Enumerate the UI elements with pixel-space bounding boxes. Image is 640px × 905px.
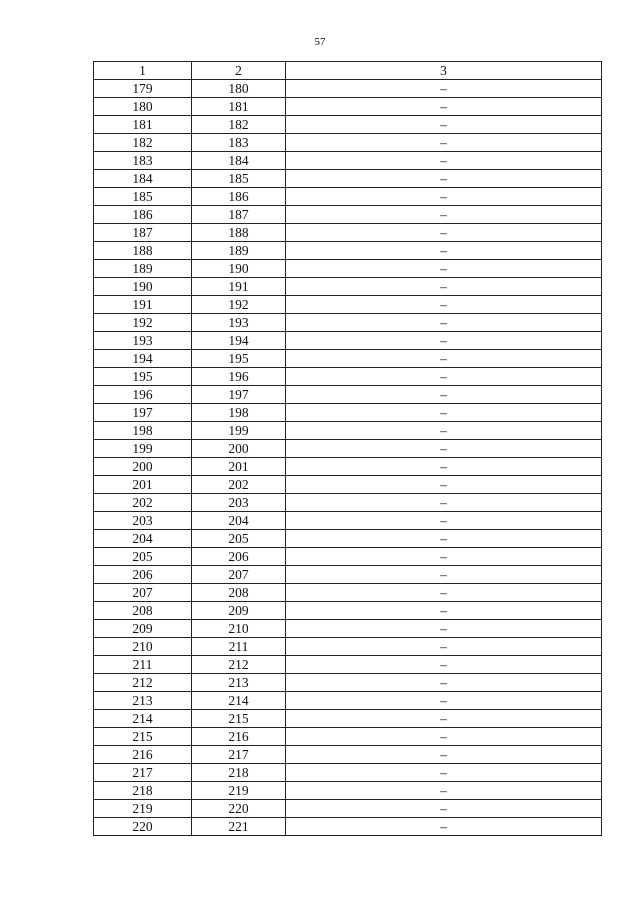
- table-cell: 194: [192, 332, 286, 350]
- table-cell: –: [286, 386, 602, 404]
- table-row: [94, 746, 602, 764]
- header-row: [94, 62, 602, 80]
- table-cell: 207: [192, 566, 286, 584]
- table-row: [94, 458, 602, 476]
- table-cell: 185: [192, 170, 286, 188]
- table-row: [94, 656, 602, 674]
- table-cell: –: [286, 368, 602, 386]
- column-header: 2: [192, 62, 286, 80]
- table-cell: 182: [94, 134, 192, 152]
- table-cell: 217: [94, 764, 192, 782]
- table-cell: –: [286, 206, 602, 224]
- table-cell: –: [286, 314, 602, 332]
- table-cell: 199: [94, 440, 192, 458]
- table-cell: 208: [192, 584, 286, 602]
- table-cell: –: [286, 764, 602, 782]
- table-cell: –: [286, 116, 602, 134]
- table-row: [94, 692, 602, 710]
- table-cell: 184: [94, 170, 192, 188]
- table-row: [94, 80, 602, 98]
- table-cell: 206: [192, 548, 286, 566]
- table-cell: 190: [192, 260, 286, 278]
- table-cell: 198: [94, 422, 192, 440]
- table-cell: 193: [192, 314, 286, 332]
- table-cell: 203: [192, 494, 286, 512]
- table-row: [94, 584, 602, 602]
- table-cell: 207: [94, 584, 192, 602]
- table-cell: 180: [94, 98, 192, 116]
- table-row: [94, 260, 602, 278]
- table-cell: –: [286, 98, 602, 116]
- table-row: [94, 530, 602, 548]
- table-row: [94, 332, 602, 350]
- table-cell: –: [286, 566, 602, 584]
- table-cell: 196: [94, 386, 192, 404]
- table-cell: –: [286, 584, 602, 602]
- table-row: [94, 818, 602, 836]
- table-cell: 192: [94, 314, 192, 332]
- table-cell: 185: [94, 188, 192, 206]
- table-cell: 216: [94, 746, 192, 764]
- table-cell: 214: [94, 710, 192, 728]
- table-row: [94, 368, 602, 386]
- page-number: 57: [314, 36, 326, 48]
- column-header: 1: [94, 62, 192, 80]
- table-cell: 202: [192, 476, 286, 494]
- table-cell: 218: [192, 764, 286, 782]
- table-cell: –: [286, 350, 602, 368]
- table-cell: 181: [192, 98, 286, 116]
- table-cell: 195: [192, 350, 286, 368]
- table-cell: 180: [192, 80, 286, 98]
- table-cell: 193: [94, 332, 192, 350]
- table-cell: 203: [94, 512, 192, 530]
- table-cell: 187: [192, 206, 286, 224]
- table-cell: 206: [94, 566, 192, 584]
- column-header: 3: [286, 62, 602, 80]
- table-row: [94, 242, 602, 260]
- table-cell: –: [286, 224, 602, 242]
- table-cell: 183: [192, 134, 286, 152]
- table-cell: 188: [192, 224, 286, 242]
- table-cell: 220: [94, 818, 192, 836]
- table-cell: 179: [94, 80, 192, 98]
- table-cell: –: [286, 152, 602, 170]
- table-cell: 200: [94, 458, 192, 476]
- table-cell: 191: [192, 278, 286, 296]
- table-cell: 205: [192, 530, 286, 548]
- table-cell: –: [286, 476, 602, 494]
- table-row: [94, 620, 602, 638]
- table-cell: 186: [192, 188, 286, 206]
- table-row: [94, 152, 602, 170]
- table-cell: 214: [192, 692, 286, 710]
- table-cell: 204: [94, 530, 192, 548]
- table-cell: 182: [192, 116, 286, 134]
- table-cell: 192: [192, 296, 286, 314]
- table-cell: –: [286, 332, 602, 350]
- table-cell: –: [286, 80, 602, 98]
- table-row: [94, 674, 602, 692]
- table-cell: –: [286, 746, 602, 764]
- table-row: [94, 764, 602, 782]
- table-cell: 198: [192, 404, 286, 422]
- data-table: [93, 61, 602, 836]
- table-cell: 220: [192, 800, 286, 818]
- table-cell: 197: [94, 404, 192, 422]
- table-cell: 210: [192, 620, 286, 638]
- table-row: [94, 440, 602, 458]
- table-row: [94, 494, 602, 512]
- table-cell: 189: [94, 260, 192, 278]
- table-cell: 205: [94, 548, 192, 566]
- table-cell: –: [286, 242, 602, 260]
- table-cell: –: [286, 638, 602, 656]
- table-cell: 208: [94, 602, 192, 620]
- table-cell: –: [286, 692, 602, 710]
- table-header: [94, 62, 602, 80]
- table-cell: –: [286, 260, 602, 278]
- table-cell: 216: [192, 728, 286, 746]
- table-cell: –: [286, 494, 602, 512]
- table-cell: 197: [192, 386, 286, 404]
- table-cell: 213: [94, 692, 192, 710]
- table-cell: –: [286, 602, 602, 620]
- table-cell: 187: [94, 224, 192, 242]
- table-row: [94, 566, 602, 584]
- table-cell: 209: [94, 620, 192, 638]
- table-cell: 184: [192, 152, 286, 170]
- table-cell: –: [286, 656, 602, 674]
- table-cell: 217: [192, 746, 286, 764]
- table-cell: 189: [192, 242, 286, 260]
- table-row: [94, 386, 602, 404]
- table-cell: 201: [94, 476, 192, 494]
- table-row: [94, 782, 602, 800]
- table-row: [94, 638, 602, 656]
- table-cell: 199: [192, 422, 286, 440]
- table-row: [94, 278, 602, 296]
- table-cell: –: [286, 512, 602, 530]
- table-row: [94, 224, 602, 242]
- table-cell: 181: [94, 116, 192, 134]
- table-cell: –: [286, 710, 602, 728]
- table-cell: 202: [94, 494, 192, 512]
- table-cell: –: [286, 674, 602, 692]
- table-cell: 212: [192, 656, 286, 674]
- table-cell: 209: [192, 602, 286, 620]
- table-cell: –: [286, 800, 602, 818]
- table-cell: –: [286, 782, 602, 800]
- table-cell: 218: [94, 782, 192, 800]
- table-cell: –: [286, 296, 602, 314]
- table-row: [94, 800, 602, 818]
- table-row: [94, 116, 602, 134]
- table-row: [94, 476, 602, 494]
- table-cell: 186: [94, 206, 192, 224]
- table-row: [94, 206, 602, 224]
- table-cell: 204: [192, 512, 286, 530]
- table-cell: 219: [192, 782, 286, 800]
- table-body: [94, 80, 602, 836]
- table-row: [94, 710, 602, 728]
- table-cell: 211: [192, 638, 286, 656]
- table-cell: 190: [94, 278, 192, 296]
- table-cell: 200: [192, 440, 286, 458]
- table-cell: 221: [192, 818, 286, 836]
- table-cell: –: [286, 404, 602, 422]
- table-cell: –: [286, 170, 602, 188]
- table-cell: –: [286, 728, 602, 746]
- table-cell: –: [286, 458, 602, 476]
- table-cell: –: [286, 188, 602, 206]
- table-cell: 212: [94, 674, 192, 692]
- table-cell: 183: [94, 152, 192, 170]
- table-row: [94, 188, 602, 206]
- table-cell: 195: [94, 368, 192, 386]
- table-row: [94, 134, 602, 152]
- table-cell: –: [286, 530, 602, 548]
- table-cell: –: [286, 620, 602, 638]
- table-cell: 191: [94, 296, 192, 314]
- table-cell: 194: [94, 350, 192, 368]
- table-cell: 188: [94, 242, 192, 260]
- table-cell: –: [286, 818, 602, 836]
- table-row: [94, 296, 602, 314]
- table-row: [94, 350, 602, 368]
- table-cell: –: [286, 278, 602, 296]
- table-row: [94, 98, 602, 116]
- table-cell: 211: [94, 656, 192, 674]
- table-row: [94, 170, 602, 188]
- table-cell: –: [286, 134, 602, 152]
- table-row: [94, 548, 602, 566]
- table-row: [94, 314, 602, 332]
- table-cell: 219: [94, 800, 192, 818]
- table-cell: 210: [94, 638, 192, 656]
- table-cell: –: [286, 422, 602, 440]
- table-cell: –: [286, 440, 602, 458]
- table-row: [94, 728, 602, 746]
- table-row: [94, 602, 602, 620]
- table-row: [94, 404, 602, 422]
- table-cell: 201: [192, 458, 286, 476]
- table-cell: –: [286, 548, 602, 566]
- table-cell: 215: [94, 728, 192, 746]
- table-row: [94, 512, 602, 530]
- table-cell: 215: [192, 710, 286, 728]
- table-cell: 196: [192, 368, 286, 386]
- table-row: [94, 422, 602, 440]
- table-cell: 213: [192, 674, 286, 692]
